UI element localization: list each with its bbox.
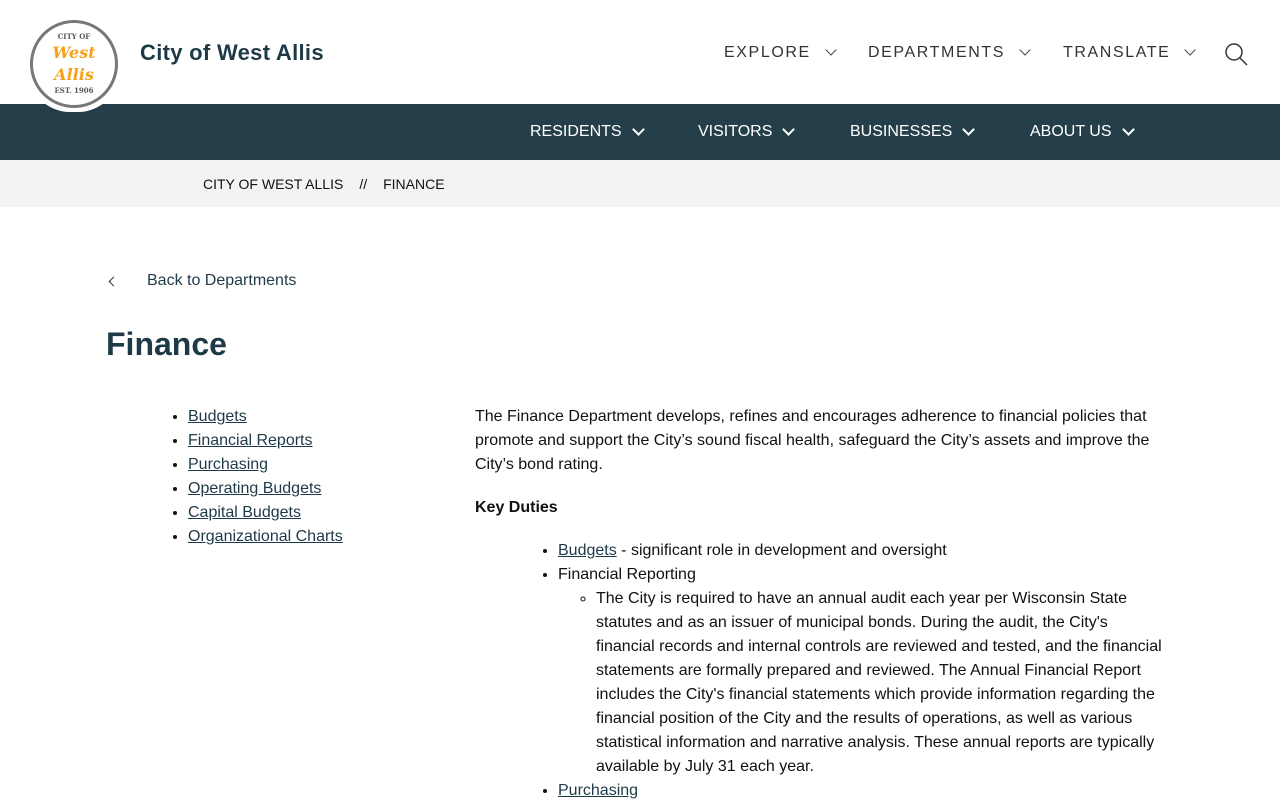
list-item — [558, 779, 1165, 803]
duty-budgets-link[interactable]: Budgets — [558, 542, 617, 559]
chevron-down-icon — [783, 123, 796, 136]
duties-list — [475, 539, 1165, 803]
nav-about-us[interactable] — [1030, 123, 1133, 141]
link-financial-reports[interactable]: Financial Reports — [188, 432, 313, 449]
duty-text: - significant role in development and oversight — [616, 542, 947, 559]
logo-line1: West — [52, 43, 96, 62]
explore-label: EXPLORE — [724, 44, 811, 61]
main-nav — [0, 104, 1280, 160]
page-title: Finance — [106, 326, 227, 362]
duty-text: Financial Reporting — [558, 566, 696, 583]
link-operating-budgets[interactable]: Operating Budgets — [188, 480, 322, 497]
list-item — [188, 501, 343, 525]
explore-menu[interactable] — [724, 44, 835, 62]
list-item: ◦ The City is required to have an annual audit each year per Wisconsin State statutes and as an issuer of municipal bonds. During the audit, the City's financial records and internal controls are reviewed and tested, and the financial statements are formally prepared and reviewed. The Annual Financial Report includes the City's financial statements which provide information regarding the financial position of the City and the results of operations, as well as various statistical information and narrative analysis. These annual reports are typically available by July 31 each year. — [596, 587, 1165, 779]
departments-label: DEPARTMENTS — [868, 44, 1006, 61]
link-budgets[interactable]: Budgets — [188, 408, 247, 425]
nav-label: RESIDENTS — [530, 123, 622, 140]
logo-top: CITY OF — [57, 32, 91, 41]
translate-label: TRANSLATE — [1063, 44, 1171, 61]
translate-menu[interactable] — [1063, 44, 1194, 62]
list-item — [188, 429, 343, 453]
site-title[interactable]: City of West Allis — [140, 40, 324, 65]
chevron-down-icon — [962, 123, 975, 136]
logo-bottom: EST. 1906 — [54, 86, 94, 95]
list-item — [188, 405, 343, 429]
nav-label: ABOUT US — [1030, 123, 1112, 140]
key-duties-heading: Key Duties — [475, 499, 558, 516]
back-link[interactable] — [110, 272, 296, 290]
side-links — [188, 405, 343, 549]
departments-menu[interactable] — [868, 44, 1029, 62]
breadcrumb-separator: // — [359, 175, 368, 192]
nav-label: BUSINESSES — [850, 123, 953, 140]
chevron-down-icon — [825, 44, 836, 55]
city-logo[interactable] — [30, 20, 118, 108]
back-label: Back to Departments — [147, 272, 297, 289]
search-icon[interactable] — [1224, 42, 1248, 66]
duty-purchasing-link[interactable]: Purchasing — [558, 782, 639, 799]
chevron-down-icon — [632, 123, 645, 136]
chevron-down-icon — [1185, 44, 1196, 55]
link-purchasing[interactable]: Purchasing — [188, 456, 269, 473]
chevron-left-icon — [109, 276, 119, 286]
list-item — [558, 563, 1165, 779]
breadcrumb — [0, 160, 1280, 207]
breadcrumb-current: FINANCE — [383, 175, 445, 192]
breadcrumb-home[interactable]: CITY OF WEST ALLIS — [203, 175, 344, 192]
nav-visitors[interactable] — [698, 123, 793, 141]
link-capital-budgets[interactable]: Capital Budgets — [188, 504, 301, 521]
logo-line2: Allis — [54, 65, 94, 84]
nav-residents[interactable] — [530, 123, 643, 141]
nav-businesses[interactable] — [850, 123, 973, 141]
list-item — [188, 453, 343, 477]
site-header — [0, 0, 1280, 104]
chevron-down-icon — [1122, 123, 1135, 136]
chevron-down-icon — [1019, 44, 1030, 55]
intro-text: The Finance Department develops, refines and encourages adherence to financial policies that promote and support the City’s sound fiscal health, safeguard the City’s assets and improve the City’s bond rating. — [475, 408, 1150, 473]
list-item — [558, 539, 1165, 563]
link-org-charts[interactable]: Organizational Charts — [188, 528, 343, 545]
nav-label: VISITORS — [698, 123, 773, 140]
list-item — [188, 477, 343, 501]
main-content — [475, 405, 1165, 803]
list-item — [188, 525, 343, 549]
